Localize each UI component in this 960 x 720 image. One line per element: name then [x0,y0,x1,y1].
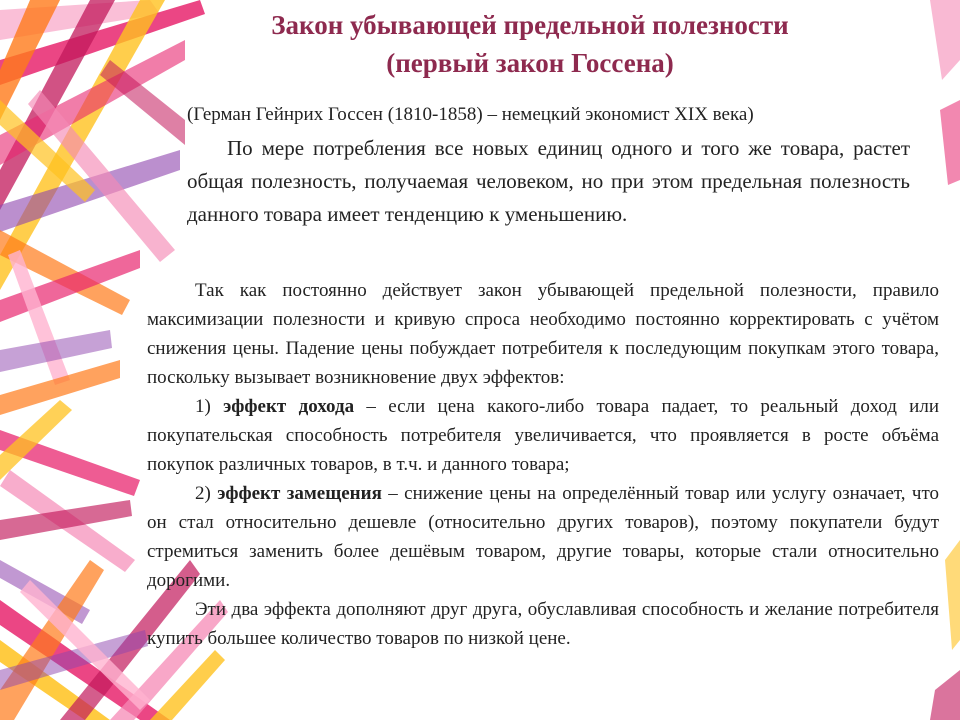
slide-title [150,6,910,82]
stripes-middle-left [0,360,140,624]
paragraph-conclusion: Эти два эффекта дополняют друг друга, обуславливая способность и желание потребителя купить большее количество товаров по низкой цене. [147,599,939,649]
effect-description: – если цена какого-либо товара падает, то реальный доход или покупательская способность потребителя увеличивается, что проявляется в росте объёма покупок различных товаров, в т.ч. и данного товара; [147,396,940,475]
intro-block [187,102,910,231]
effect-term: эффект замещения [217,483,382,504]
title-line-1: Закон убывающей предельной полезности [271,10,789,40]
effect-description: – снижение цены на определённый товар или услугу означает, что он стал относительно дешевле (относительно других товаров), поэтому покупатели будут стремиться заменить более дешёвым товаром, другие товары, которые стали относительно дорогими. [147,483,940,591]
paragraph-substitution-effect [147,479,939,595]
title-line-2: (первый закон Госсена) [386,48,674,78]
effect-number: 2) [195,483,211,504]
body-text [147,276,939,653]
paragraph-intro: Так как постоянно действует закон убывающей предельной полезности, правило максимизации полезности и кривую спроса необходимо постоянно корректировать с учётом снижения цены. Падение цены побуждает потребителя к последующим покупкам этого товара, поскольку вызывает возникновение двух эффектов: [147,280,939,388]
effect-number: 1) [195,396,211,417]
author-note: (Герман Гейнрих Госсен (1810-1858) – немецкий экономист XIX века) [187,104,754,125]
law-statement: По мере потребления все новых единиц одного и того же товара, растет общая полезность, получаемая человеком, но при этом предельная полезность данного товара имеет тенденцию к уменьшению. [187,136,910,226]
effect-term: эффект дохода [223,396,355,417]
paragraph-income-effect [147,392,939,479]
